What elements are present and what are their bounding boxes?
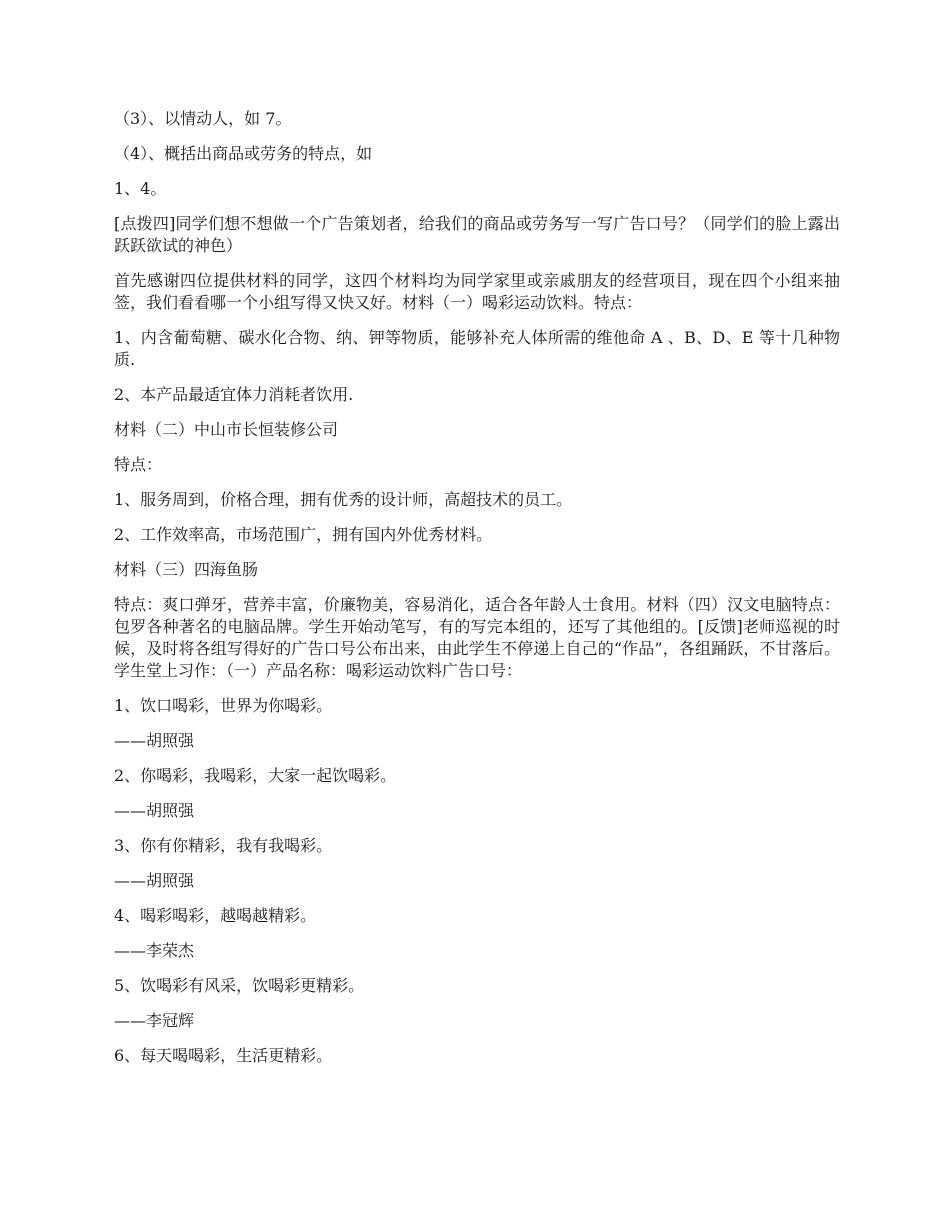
paragraph-11: 2、工作效率高，市场范围广，拥有国内外优秀材料。 bbox=[114, 525, 493, 544]
paragraph-19: ——胡照强 bbox=[114, 871, 195, 890]
paragraph-20: 4、喝彩喝彩，越喝越精彩。 bbox=[114, 906, 317, 925]
paragraph-17: ——胡照强 bbox=[114, 801, 195, 820]
paragraph-4: [点拨四]同学们想不想做一个广告策划者，给我们的商品或劳务写一写广告口号？（同学们的脸上露出跃跃欲试的神色） bbox=[114, 214, 840, 255]
document-body bbox=[114, 108, 840, 1080]
paragraph-1: （3）、以情动人，如 7。 bbox=[114, 109, 292, 128]
paragraph-13: 特点：爽口弹牙，营养丰富，价廉物美，容易消化，适合各年龄人士食用。材料（四）汉文电脑特点：包罗各种著名的电脑品牌。学生开始动笔写，有的写完本组的，还写了其他组的。[反馈]老师巡视的时候，及时将各组写得好的广告口号公布出来，由此学生不停递上自己的“作品”，各组踊跃，不甘落后。学生堂上习作：（一）产品名称：喝彩运动饮料广告口号： bbox=[114, 595, 840, 680]
paragraph-5: 首先感谢四位提供材料的同学，这四个材料均为同学家里或亲戚朋友的经营项目，现在四个小组来抽签，我们看看哪一个小组写得又快又好。材料（一）喝彩运动饮料。特点： bbox=[114, 271, 840, 312]
paragraph-16: 2、你喝彩，我喝彩，大家一起饮喝彩。 bbox=[114, 766, 397, 785]
paragraph-3: 1、4。 bbox=[114, 179, 167, 198]
paragraph-22: 5、饮喝彩有风采，饮喝彩更精彩。 bbox=[114, 976, 365, 995]
paragraph-24: 6、每天喝喝彩，生活更精彩。 bbox=[114, 1046, 333, 1065]
paragraph-23: ——李冠辉 bbox=[114, 1011, 195, 1030]
paragraph-15: ——胡照强 bbox=[114, 731, 195, 750]
paragraph-9: 特点： bbox=[114, 455, 163, 474]
paragraph-2: （4）、概括出商品或劳务的特点，如 bbox=[114, 144, 373, 163]
paragraph-12: 材料（三）四海鱼肠 bbox=[114, 560, 259, 579]
paragraph-18: 3、你有你精彩，我有我喝彩。 bbox=[114, 836, 333, 855]
paragraph-7: 2、本产品最适宜体力消耗者饮用. bbox=[114, 385, 354, 404]
paragraph-14: 1、饮口喝彩，世界为你喝彩。 bbox=[114, 696, 333, 715]
paragraph-10: 1、服务周到，价格合理，拥有优秀的设计师，高超技术的员工。 bbox=[114, 490, 573, 509]
paragraph-6: 1、内含葡萄糖、碳水化合物、纳、钾等物质，能够补充人体所需的维他命 A 、B、D、E 等十几种物质. bbox=[114, 328, 840, 369]
paragraph-8: 材料（二）中山市长恒装修公司 bbox=[114, 420, 339, 439]
paragraph-21: ——李荣杰 bbox=[114, 941, 195, 960]
